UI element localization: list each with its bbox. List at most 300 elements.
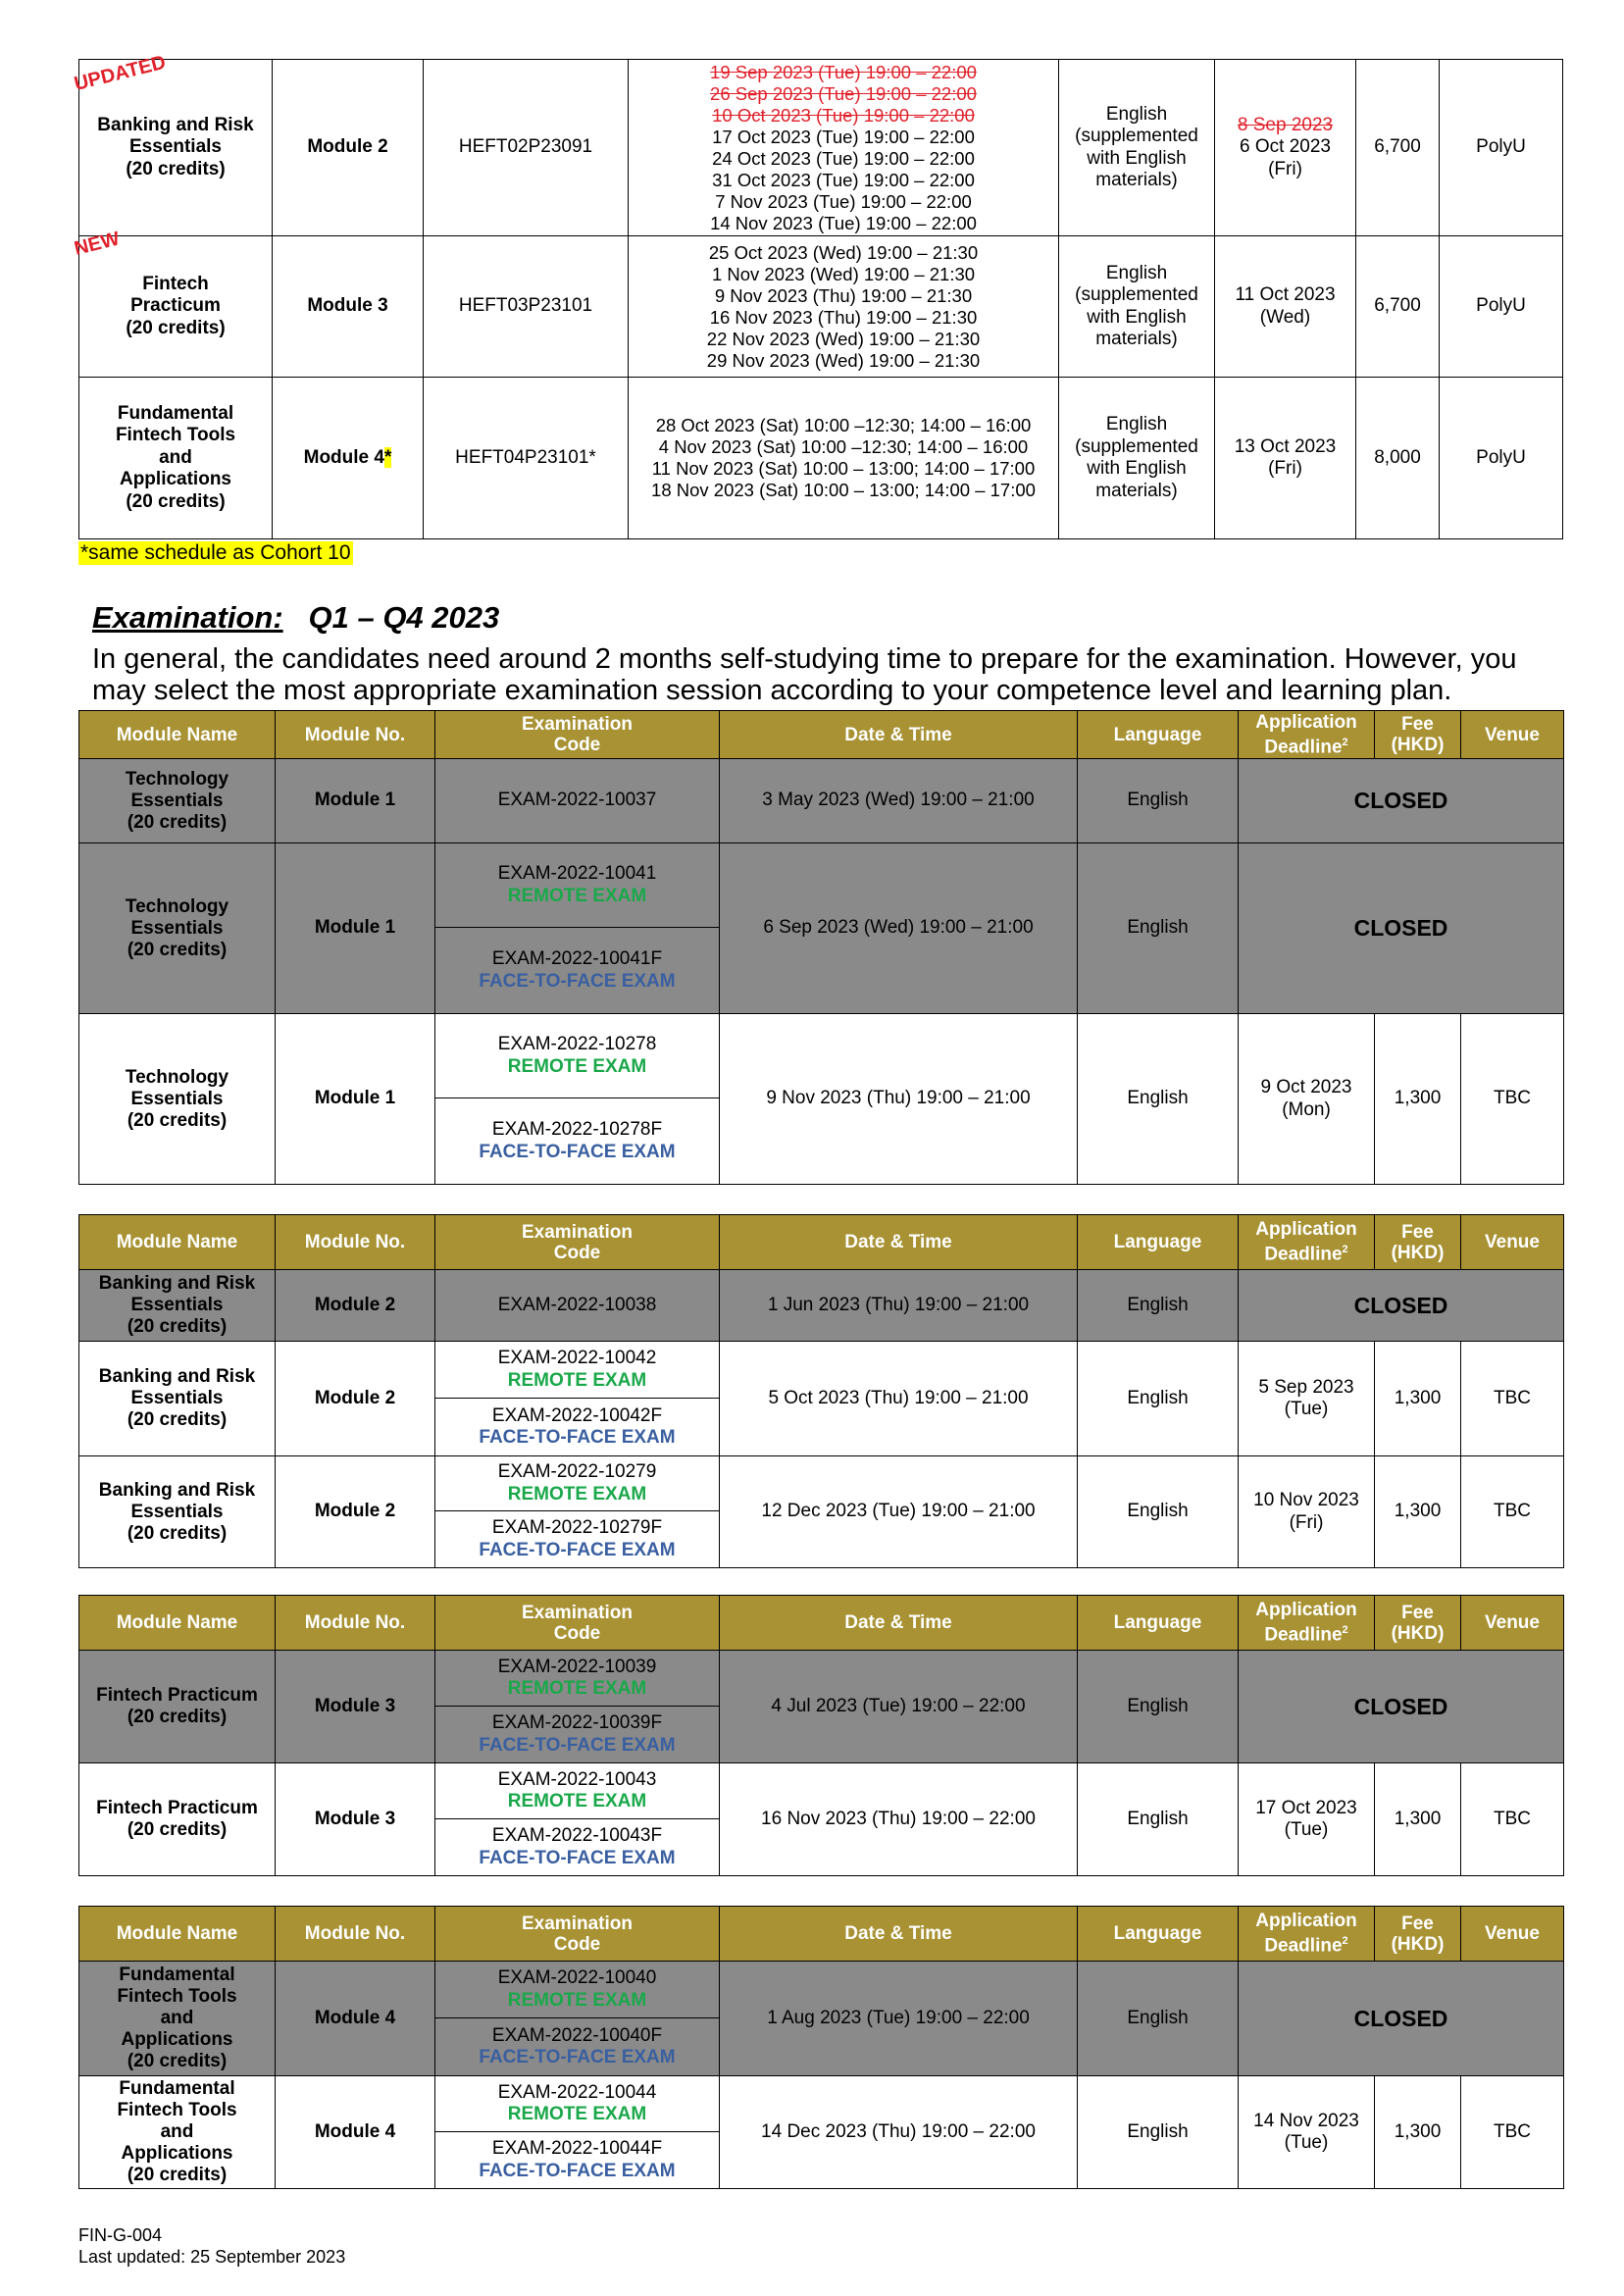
text-line: 29 Nov 2023 (Wed) 19:00 – 21:30 — [706, 349, 981, 371]
exam-row — [79, 1342, 1564, 1456]
exam-language-cell: English — [1078, 1342, 1239, 1456]
text-line: Code — [553, 735, 601, 755]
exam-code-cell — [435, 1651, 720, 1763]
text-line: (20 credits) — [127, 1316, 228, 1337]
exam-venue-cell: TBC — [1461, 1456, 1564, 1568]
text-line: 16 Nov 2023 (Thu) 19:00 – 21:30 — [709, 306, 978, 328]
exam-module-name-cell — [79, 843, 276, 1014]
text-line: (Tue) — [1284, 1399, 1329, 1419]
text-line: Fee — [1401, 1913, 1434, 1934]
text-line: 17 Oct 2023 — [1255, 1797, 1357, 1818]
venue-cell: PolyU — [1440, 60, 1563, 236]
f2f-exam-code: EXAM-2022-10039F — [491, 1712, 663, 1733]
exam-module-name-cell — [79, 2076, 276, 2189]
text-line: materials) — [1095, 329, 1178, 349]
text-line: Banking and Risk — [98, 1366, 256, 1387]
f2f-exam-label: FACE-TO-FACE EXAM — [479, 1427, 676, 1448]
course-code-cell: HEFT04P23101* — [424, 378, 629, 539]
schedule-cell — [629, 236, 1059, 378]
header-module-name: Module Name — [79, 711, 276, 759]
f2f-exam-label: FACE-TO-FACE EXAM — [479, 2160, 676, 2181]
text-line: (HKD) — [1391, 735, 1445, 755]
f2f-exam-code: EXAM-2022-10044F — [491, 2138, 663, 2159]
remote-exam-code: EXAM-2022-10041 — [497, 863, 657, 884]
text-line: materials) — [1095, 170, 1178, 190]
text-line: (supplemented — [1075, 126, 1198, 146]
text-line: 9 Oct 2023 — [1260, 1077, 1352, 1097]
exam-language-cell: English — [1078, 1962, 1239, 2076]
text-line: (Fri) — [1268, 458, 1302, 479]
text-line: Fee — [1401, 714, 1434, 735]
exam-module-no-cell: Module 3 — [276, 1651, 435, 1763]
cohort-note: *same schedule as Cohort 10 — [80, 541, 351, 564]
text-line: Technology — [125, 1066, 229, 1088]
remote-exam-block — [435, 1763, 719, 1819]
exam-date-cell: 9 Nov 2023 (Thu) 19:00 – 21:00 — [720, 1014, 1078, 1185]
exam-module-name-cell — [79, 1962, 276, 2076]
exam-module-name-cell — [79, 759, 276, 843]
text-line: (supplemented — [1075, 435, 1198, 457]
closed-status: CLOSED — [1239, 1651, 1564, 1763]
exam-language-cell: English — [1078, 1651, 1239, 1763]
exam-venue-cell: TBC — [1461, 2076, 1564, 2189]
f2f-exam-code: EXAM-2022-10040F — [491, 2024, 663, 2046]
text-line: Fintech Tools — [115, 425, 236, 446]
exam-language-cell: English — [1078, 1014, 1239, 1185]
text-line: Code — [553, 1622, 601, 1644]
text-line: (HKD) — [1391, 1242, 1445, 1263]
text-line: Fintech — [142, 273, 209, 294]
text-line: Examination — [522, 1913, 633, 1934]
exam-table-header — [79, 1215, 1564, 1270]
exam-module-no-cell: Module 2 — [276, 1270, 435, 1342]
text-line: 11 Oct 2023 — [1235, 284, 1336, 305]
header-module-name: Module Name — [79, 1596, 276, 1651]
exam-date-cell: 16 Nov 2023 (Thu) 19:00 – 22:00 — [720, 1763, 1078, 1876]
f2f-exam-code: EXAM-2022-10043F — [491, 1825, 663, 1846]
closed-status: CLOSED — [1239, 1962, 1564, 2076]
header-venue: Venue — [1461, 1907, 1564, 1962]
last-updated: Last updated: 25 September 2023 — [78, 2247, 346, 2267]
exam-venue-cell: TBC — [1461, 1763, 1564, 1876]
text-line: Applications — [119, 469, 231, 490]
header-language: Language — [1078, 1596, 1239, 1651]
status-tag: NEW — [72, 228, 123, 261]
text-line: 28 Oct 2023 (Sat) 10:00 –12:30; 14:00 – 16:00 — [655, 415, 1032, 435]
exam-date-cell: 14 Dec 2023 (Thu) 19:00 – 22:00 — [720, 2076, 1078, 2189]
text-line: 14 Nov 2023 (Tue) 19:00 – 22:00 — [710, 212, 977, 233]
f2f-exam-label: FACE-TO-FACE EXAM — [479, 2047, 676, 2067]
header-exam-code — [435, 1907, 720, 1962]
exam-module-no-cell: Module 3 — [276, 1763, 435, 1876]
remote-exam-code: EXAM-2022-10279 — [497, 1461, 657, 1482]
remote-exam-label: REMOTE EXAM — [507, 1369, 647, 1391]
text-line: Fee — [1401, 1602, 1434, 1623]
text-line: with English — [1087, 458, 1187, 479]
text-line: Fintech Tools — [117, 1986, 237, 2007]
text-line: Fintech Practicum — [96, 1798, 258, 1818]
exam-code-cell — [435, 843, 720, 1014]
text-line: Technology — [125, 768, 229, 790]
remote-exam-code: EXAM-2022-10040 — [497, 1967, 657, 1988]
text-line: and — [160, 2008, 194, 2028]
exam-deadline-cell — [1239, 1763, 1375, 1876]
fee-cell: 8,000 — [1356, 378, 1440, 539]
course-schedule-table — [72, 51, 1563, 539]
deadline-cell — [1215, 378, 1356, 539]
exam-date-cell: 6 Sep 2023 (Wed) 19:00 – 21:00 — [720, 843, 1078, 1014]
text-line: 13 Oct 2023 — [1234, 435, 1337, 457]
remote-exam-code: EXAM-2022-10039 — [497, 1656, 657, 1677]
header-deadline: Application Deadline$^2$ — [1239, 711, 1375, 759]
text-line: English — [1105, 262, 1168, 283]
text-line: (Fri) — [1268, 158, 1302, 179]
text-line: (20 credits) — [126, 490, 226, 512]
header-fee — [1375, 1215, 1461, 1270]
remote-exam-block — [435, 1342, 719, 1399]
exam-module-name-cell — [79, 1342, 276, 1456]
exam-code-cell: EXAM-2022-10037 — [435, 759, 720, 843]
exam-module-name-cell — [79, 1763, 276, 1876]
text-line: Essentials — [130, 1295, 224, 1315]
exam-deadline-cell — [1239, 1456, 1375, 1568]
remote-exam-block — [435, 1651, 719, 1707]
form-code: FIN-G-004 — [78, 2225, 163, 2245]
remote-exam-label: REMOTE EXAM — [507, 1791, 647, 1811]
text-line: (20 credits) — [127, 1409, 228, 1430]
text-line: Essentials — [130, 917, 224, 939]
remote-exam-code: EXAM-2022-10042 — [497, 1348, 657, 1368]
f2f-exam-label: FACE-TO-FACE EXAM — [479, 1734, 676, 1756]
text-line: (20 credits) — [127, 811, 228, 833]
exam-language-cell: English — [1078, 843, 1239, 1014]
text-line: Banking and Risk — [98, 1273, 256, 1294]
exam-fee-cell: 1,300 — [1375, 1342, 1461, 1456]
exam-module-name-cell — [79, 1270, 276, 1342]
exam-fee-cell: 1,300 — [1375, 2076, 1461, 2189]
text-line: (20 credits) — [127, 2051, 228, 2071]
text-line: Applications — [121, 2143, 233, 2164]
text-line: Fintech Tools — [117, 2100, 237, 2120]
exam-venue-cell: TBC — [1461, 1342, 1564, 1456]
header-module-no: Module No. — [276, 1907, 435, 1962]
header-module-name: Module Name — [79, 1215, 276, 1270]
exam-code-cell — [435, 1763, 720, 1876]
text-line: Banking and Risk — [98, 1479, 256, 1501]
text-line: 19 Sep 2023 (Tue) 19:00 – 22:00 — [710, 61, 977, 82]
exam-row — [79, 2076, 1564, 2189]
header-fee — [1375, 1596, 1461, 1651]
text-line: (20 credits) — [127, 2165, 228, 2185]
text-line: Fundamental — [117, 402, 234, 424]
exam-code-cell — [435, 2076, 720, 2189]
language-cell — [1059, 236, 1215, 378]
exam-module-name-cell — [79, 1456, 276, 1568]
f2f-exam-block — [435, 1819, 719, 1875]
f2f-exam-block — [435, 928, 719, 1013]
exam-heading — [92, 600, 499, 636]
module-no-cell: Module 2 — [273, 60, 424, 236]
deadline-cell: 8 Sep 2023 6 Oct 2023 (Fri) — [1215, 60, 1356, 236]
header-venue: Venue — [1461, 1215, 1564, 1270]
exam-row — [79, 1270, 1564, 1342]
exam-heading-period: Q1 – Q4 2023 — [308, 600, 500, 635]
fee-cell: 6,700 — [1356, 60, 1440, 236]
text-line: and — [160, 2121, 194, 2142]
exam-row — [79, 1651, 1564, 1763]
text-line: (20 credits) — [126, 158, 226, 179]
exam-module-name-cell — [79, 1651, 276, 1763]
text-line: Essentials — [130, 1501, 224, 1522]
text-line: (20 credits) — [126, 317, 226, 338]
header-fee — [1375, 711, 1461, 759]
f2f-exam-code: EXAM-2022-10279F — [491, 1517, 663, 1538]
exam-language-cell: English — [1078, 1763, 1239, 1876]
text-line: 24 Oct 2023 (Tue) 19:00 – 22:00 — [712, 147, 975, 169]
course-row — [79, 60, 1563, 236]
exam-table — [78, 1595, 1564, 1876]
text-line: 4 Nov 2023 (Sat) 10:00 –12:30; 14:00 – 16:00 — [658, 436, 1029, 457]
remote-exam-block — [435, 2076, 719, 2132]
course-code-cell: HEFT02P23091 — [424, 60, 629, 236]
exam-code-cell — [435, 1342, 720, 1456]
course-code-cell: HEFT03P23101 — [424, 236, 629, 378]
text-line: 9 Nov 2023 (Thu) 19:00 – 21:30 — [714, 284, 973, 306]
course-row — [79, 236, 1563, 378]
f2f-exam-block — [435, 1511, 719, 1567]
exam-code-cell — [435, 1962, 720, 2076]
remote-exam-block — [435, 1456, 719, 1511]
header-fee — [1375, 1907, 1461, 1962]
text-line: (Tue) — [1284, 1819, 1329, 1840]
text-line: (HKD) — [1391, 1622, 1445, 1644]
f2f-exam-block — [435, 2018, 719, 2075]
header-date-time: Date & Time — [720, 1596, 1078, 1651]
text-line: 26 Sep 2023 (Tue) 19:00 – 22:00 — [710, 82, 977, 104]
remote-exam-code: EXAM-2022-10044 — [497, 2081, 657, 2103]
exam-module-no-cell: Module 4 — [276, 1962, 435, 2076]
text-line: Code — [553, 1933, 601, 1955]
text-line: 10 Oct 2023 (Tue) 19:00 – 22:00 — [712, 104, 975, 126]
remote-exam-block — [435, 843, 719, 928]
header-language: Language — [1078, 1215, 1239, 1270]
closed-status: CLOSED — [1239, 843, 1564, 1014]
f2f-exam-block — [435, 1399, 719, 1455]
exam-venue-cell: TBC — [1461, 1014, 1564, 1185]
exam-module-name-cell — [79, 1014, 276, 1185]
exam-intro: In general, the candidates need around 2 months self-studying time to prepare for the examination. However, you may select the most appropriate examination session according to your competence level and learning plan. — [92, 643, 1517, 706]
text-line: (20 credits) — [127, 1707, 228, 1727]
text-line: Examination — [522, 714, 633, 735]
exam-module-no-cell: Module 2 — [276, 1456, 435, 1568]
remote-exam-code: EXAM-2022-10043 — [497, 1768, 657, 1790]
text-line: 10 Nov 2023 — [1253, 1490, 1359, 1510]
text-line: 18 Nov 2023 (Sat) 10:00 – 13:00; 14:00 – 17:00 — [651, 480, 1036, 500]
exam-code-cell — [435, 1456, 720, 1568]
exam-module-no-cell: Module 1 — [276, 1014, 435, 1185]
exam-code-cell — [435, 1014, 720, 1185]
remote-exam-label: REMOTE EXAM — [507, 1483, 647, 1505]
exam-module-no-cell: Module 4 — [276, 2076, 435, 2189]
language-cell — [1059, 60, 1215, 236]
header-language: Language — [1078, 1907, 1239, 1962]
header-exam-code — [435, 1215, 720, 1270]
exam-date-cell: 1 Jun 2023 (Thu) 19:00 – 21:00 — [720, 1270, 1078, 1342]
exam-table — [78, 1906, 1564, 2189]
text-line: 31 Oct 2023 (Tue) 19:00 – 22:00 — [712, 169, 975, 190]
text-line: Examination — [522, 1221, 633, 1243]
text-line: and — [159, 446, 192, 468]
exam-module-no-cell: Module 2 — [276, 1342, 435, 1456]
header-date-time: Date & Time — [720, 1907, 1078, 1962]
text-line: Essentials — [130, 790, 224, 811]
header-deadline: Application Deadline$^2$ — [1239, 1596, 1375, 1651]
text-line: 14 Nov 2023 — [1253, 2110, 1359, 2131]
exam-date-cell: 5 Oct 2023 (Thu) 19:00 – 21:00 — [720, 1342, 1078, 1456]
exam-deadline-cell — [1239, 1342, 1375, 1456]
header-module-no: Module No. — [276, 711, 435, 759]
footer — [78, 2224, 345, 2268]
header-deadline: Application Deadline$^2$ — [1239, 1215, 1375, 1270]
module-name-cell — [72, 228, 273, 378]
exam-fee-cell: 1,300 — [1375, 1763, 1461, 1876]
f2f-exam-block — [435, 1707, 719, 1762]
text-line: Essentials — [129, 136, 222, 158]
remote-exam-label: REMOTE EXAM — [507, 1989, 647, 2011]
exam-row — [79, 759, 1564, 843]
text-line: (Fri) — [1289, 1511, 1324, 1533]
remote-exam-block — [435, 1962, 719, 2018]
exam-table-header — [79, 1596, 1564, 1651]
text-line: Fintech Practicum — [96, 1685, 258, 1706]
text-line: with English — [1087, 147, 1187, 169]
exam-date-cell: 4 Jul 2023 (Tue) 19:00 – 22:00 — [720, 1651, 1078, 1763]
text-line: English — [1105, 414, 1168, 434]
text-line: (Mon) — [1282, 1098, 1331, 1120]
text-line: Practicum — [130, 295, 221, 317]
exam-table — [78, 710, 1564, 1185]
header-exam-code — [435, 1596, 720, 1651]
text-line: 22 Nov 2023 (Wed) 19:00 – 21:30 — [706, 328, 981, 349]
text-line: Fundamental — [119, 1964, 235, 1985]
f2f-exam-label: FACE-TO-FACE EXAM — [479, 1141, 676, 1162]
header-module-name: Module Name — [79, 1907, 276, 1962]
exam-language-cell: English — [1078, 1270, 1239, 1342]
text-line: 25 Oct 2023 (Wed) 19:00 – 21:30 — [708, 241, 979, 263]
text-line: 1 Nov 2023 (Wed) 19:00 – 21:30 — [711, 263, 976, 284]
exam-table — [78, 1214, 1564, 1568]
header-module-no: Module No. — [276, 1596, 435, 1651]
exam-date-cell: 12 Dec 2023 (Tue) 19:00 – 21:00 — [720, 1456, 1078, 1568]
text-line: Essentials — [130, 1388, 224, 1408]
text-line: (20 credits) — [127, 1819, 228, 1840]
remote-exam-label: REMOTE EXAM — [507, 1055, 647, 1077]
module-no-cell: Module 3 — [273, 236, 424, 378]
text-line: (20 credits) — [127, 1522, 228, 1544]
f2f-exam-label: FACE-TO-FACE EXAM — [479, 1539, 676, 1560]
language-cell — [1059, 378, 1215, 539]
text-line: Applications — [121, 2029, 233, 2050]
text-line: English — [1105, 103, 1168, 125]
text-line: Essentials — [130, 1088, 224, 1109]
course-row — [79, 378, 1563, 539]
venue-cell: PolyU — [1440, 236, 1563, 378]
text-line: Fee — [1401, 1221, 1434, 1243]
exam-row — [79, 1962, 1564, 2076]
text-line: Fundamental — [119, 2078, 235, 2099]
exam-row — [79, 1763, 1564, 1876]
remote-exam-label: REMOTE EXAM — [507, 2104, 647, 2124]
deadline-cell — [1215, 236, 1356, 378]
exam-table-header — [79, 711, 1564, 759]
header-deadline: Application Deadline$^2$ — [1239, 1907, 1375, 1962]
exam-code-cell: EXAM-2022-10038 — [435, 1270, 720, 1342]
exam-fee-cell: 1,300 — [1375, 1456, 1461, 1568]
text-line: 6 Oct 2023 — [1240, 136, 1331, 158]
text-line: Technology — [125, 895, 229, 917]
text-line: Code — [553, 1242, 601, 1263]
text-line: 5 Sep 2023 — [1258, 1376, 1354, 1398]
closed-status: CLOSED — [1239, 1270, 1564, 1342]
exam-language-cell: English — [1078, 759, 1239, 843]
module-no-cell: Module 4* — [273, 378, 424, 539]
header-language: Language — [1078, 711, 1239, 759]
f2f-exam-code: EXAM-2022-10278F — [491, 1119, 663, 1140]
module-name-cell — [79, 378, 273, 539]
schedule-cell — [629, 60, 1059, 236]
text-line: materials) — [1095, 480, 1178, 501]
header-venue: Venue — [1461, 711, 1564, 759]
text-line: (Tue) — [1284, 2132, 1329, 2153]
text-line: 7 Nov 2023 (Tue) 19:00 – 22:00 — [715, 190, 972, 212]
header-module-no: Module No. — [276, 1215, 435, 1270]
exam-row — [79, 1456, 1564, 1568]
exam-language-cell: English — [1078, 1456, 1239, 1568]
exam-module-no-cell: Module 1 — [276, 843, 435, 1014]
fee-cell: 6,700 — [1356, 236, 1440, 378]
f2f-exam-label: FACE-TO-FACE EXAM — [479, 970, 676, 992]
exam-date-cell: 1 Aug 2023 (Tue) 19:00 – 22:00 — [720, 1962, 1078, 2076]
exam-fee-cell: 1,300 — [1375, 1014, 1461, 1185]
exam-heading-label: Examination: — [92, 600, 283, 635]
text-line: (20 credits) — [127, 939, 228, 960]
f2f-exam-code: EXAM-2022-10041F — [491, 948, 663, 969]
remote-exam-label: REMOTE EXAM — [507, 1678, 647, 1699]
exam-deadline-cell — [1239, 1014, 1375, 1185]
exam-module-no-cell: Module 1 — [276, 759, 435, 843]
text-line: 11 Nov 2023 (Sat) 10:00 – 13:00; 14:00 – 17:00 — [651, 458, 1036, 479]
text-line: Banking and Risk — [97, 114, 254, 135]
header-venue: Venue — [1461, 1596, 1564, 1651]
text-line: Examination — [522, 1602, 633, 1623]
exam-language-cell: English — [1078, 2076, 1239, 2189]
text-line: (HKD) — [1391, 1933, 1445, 1955]
closed-status: CLOSED — [1239, 759, 1564, 843]
schedule-cell — [629, 378, 1059, 539]
module-name-cell — [72, 51, 273, 236]
f2f-exam-block — [435, 2132, 719, 2188]
remote-exam-code: EXAM-2022-10278 — [497, 1034, 657, 1054]
status-tag: UPDATED — [72, 51, 169, 96]
f2f-exam-code: EXAM-2022-10042F — [491, 1404, 663, 1426]
text-line: with English — [1087, 306, 1187, 328]
remote-exam-block — [435, 1014, 719, 1098]
f2f-exam-label: FACE-TO-FACE EXAM — [479, 1847, 676, 1868]
remote-exam-label: REMOTE EXAM — [507, 885, 647, 906]
text-line: (Wed) — [1259, 306, 1311, 328]
f2f-exam-block — [435, 1098, 719, 1184]
text-line: (supplemented — [1075, 284, 1198, 305]
